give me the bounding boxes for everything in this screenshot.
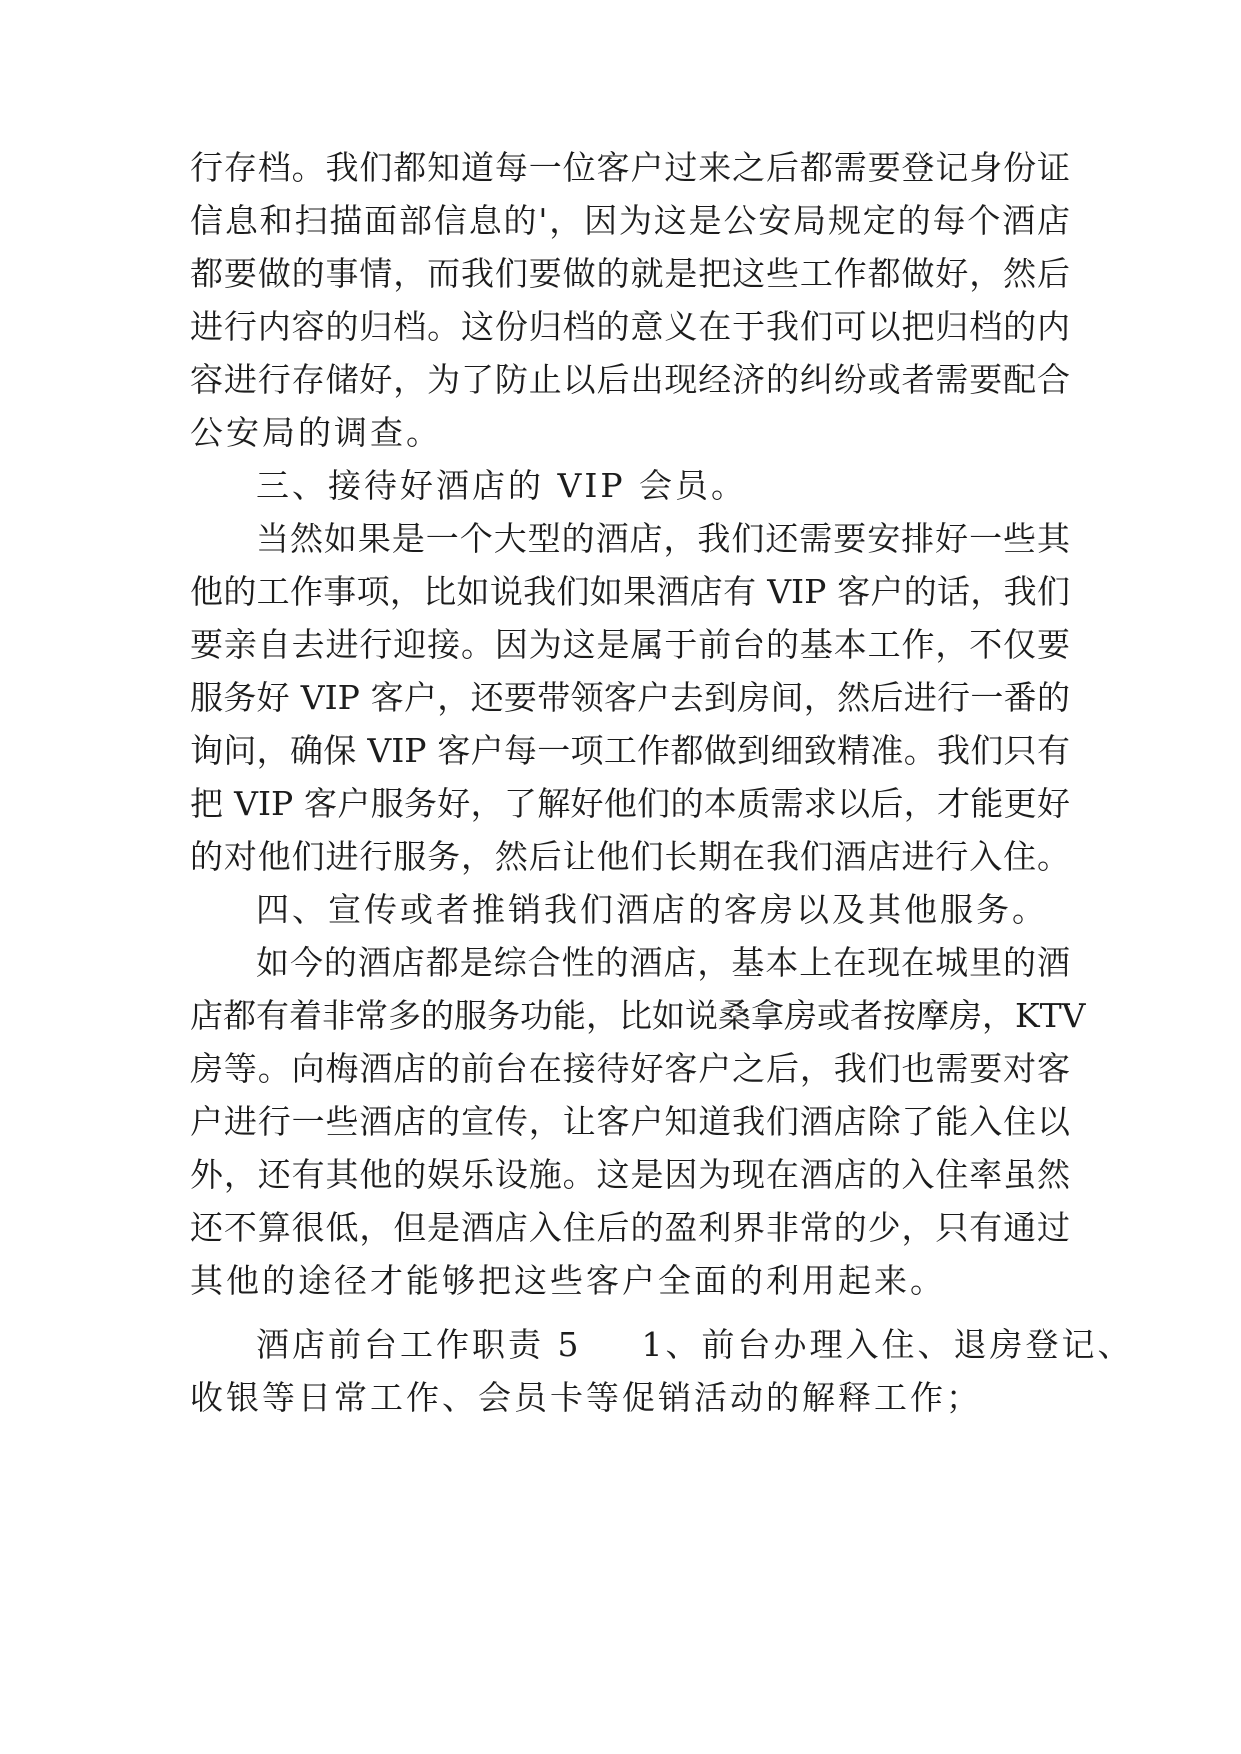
- section-heading-vip: 三、接待好酒店的 VIP 会员。: [256, 466, 748, 505]
- text-line: 当然如果是一个大型的酒店，我们还需要安排好一些其: [256, 519, 1070, 558]
- text-line: 店都有着非常多的服务功能，比如说桑拿房或者按摩房，KTV: [190, 996, 1086, 1035]
- text-line: 外，还有其他的娱乐设施。这是因为现在酒店的入住率虽然: [190, 1155, 1070, 1194]
- text-line: 如今的酒店都是综合性的酒店，基本上在现在城里的酒: [256, 943, 1070, 982]
- text-line: 信息和扫描面部信息的'，因为这是公安局规定的每个酒店: [190, 201, 1070, 240]
- text-line: 要亲自去进行迎接。因为这是属于前台的基本工作，不仅要: [190, 625, 1070, 664]
- text-line: 收银等日常工作、会员卡等促销活动的解释工作；: [190, 1378, 982, 1417]
- section-title: 酒店前台工作职责 5: [256, 1325, 582, 1364]
- text-line: 还不算很低，但是酒店入住后的盈利界非常的少，只有通过: [190, 1208, 1070, 1247]
- text-line: 其他的途径才能够把这些客户全面的利用起来。: [190, 1261, 946, 1300]
- text-line: 容进行存储好，为了防止以后出现经济的纠纷或者需要配合: [190, 360, 1070, 399]
- text-line: 把 VIP 客户服务好，了解好他们的本质需求以后，才能更好: [190, 784, 1070, 823]
- section-title-line: [256, 1320, 1134, 1370]
- text-line: 询问，确保 VIP 客户每一项工作都做到细致精准。我们只有: [190, 731, 1070, 770]
- section-first-item: 1、前台办理入住、退房登记、: [641, 1325, 1134, 1364]
- text-line: 进行内容的归档。这份归档的意义在于我们可以把归档的内: [190, 307, 1070, 346]
- text-line: 公安局的调查。: [190, 413, 442, 452]
- text-line: 的对他们进行服务，然后让他们长期在我们酒店进行入住。: [190, 837, 1070, 876]
- text-line: 房等。向梅酒店的前台在接待好客户之后，我们也需要对客: [190, 1049, 1070, 1088]
- text-line: 服务好 VIP 客户，还要带领客户去到房间，然后进行一番的: [190, 678, 1070, 717]
- text-line: 行存档。我们都知道每一位客户过来之后都需要登记身份证: [190, 148, 1070, 187]
- text-line: 他的工作事项，比如说我们如果酒店有 VIP 客户的话，我们: [190, 572, 1070, 611]
- text-line: 户进行一些酒店的宣传，让客户知道我们酒店除了能入住以: [190, 1102, 1070, 1141]
- text-line: 都要做的事情，而我们要做的就是把这些工作都做好，然后: [190, 254, 1070, 293]
- section-heading-promotion: 四、宣传或者推销我们酒店的客房以及其他服务。: [256, 890, 1048, 929]
